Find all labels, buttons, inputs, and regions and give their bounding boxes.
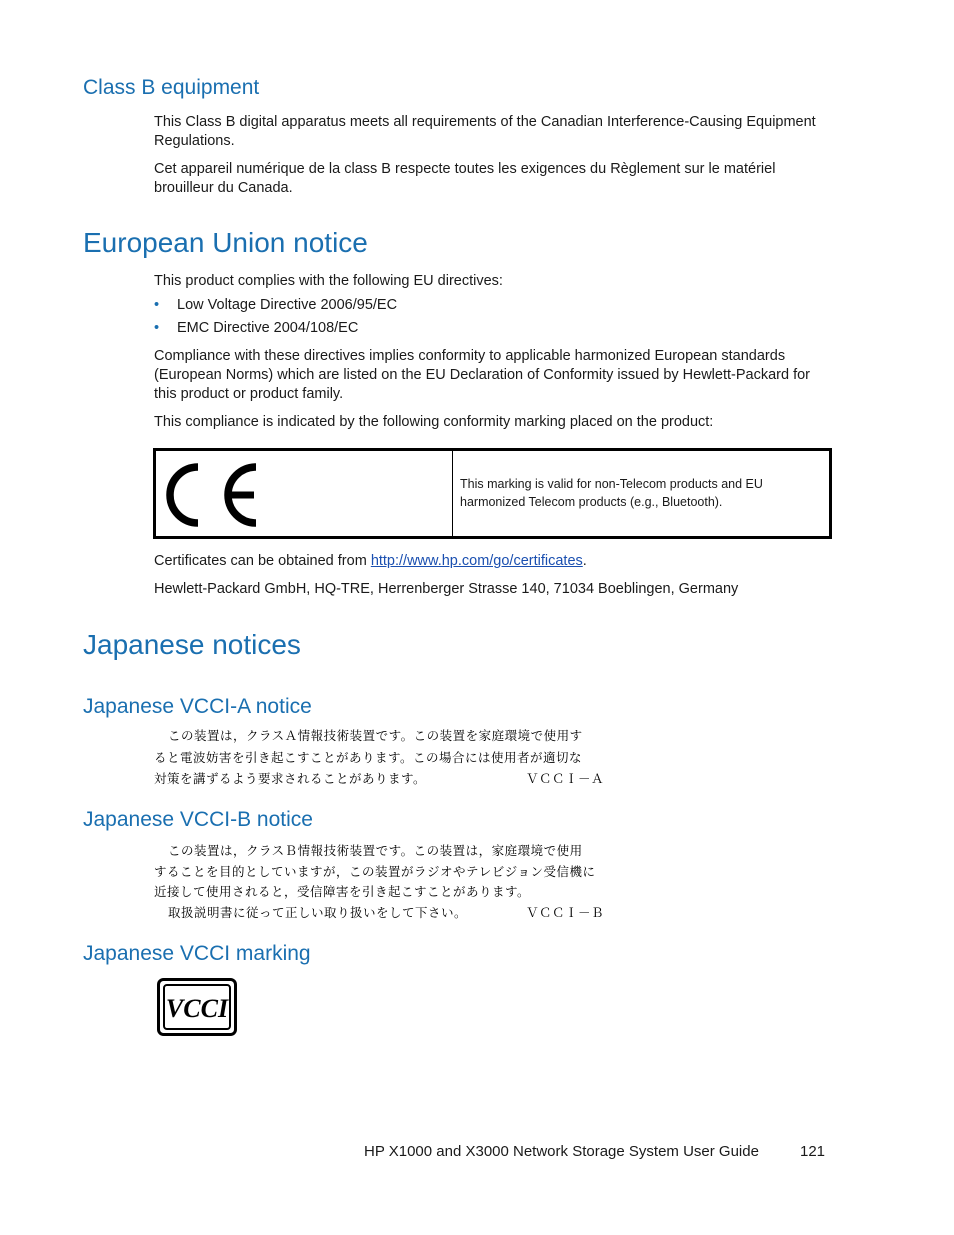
certificates-suffix: . [582, 553, 587, 569]
certificates-prefix: Certificates can be obtained from [154, 553, 371, 569]
ce-marking-table [153, 448, 832, 539]
vcci-a-line: この装置は，クラスＡ情報技術装置です。この装置を家庭環境で使用す [168, 729, 583, 743]
class-b-heading: Class B equipment [83, 76, 260, 99]
vcci-b-line: 近接して使用されると，受信障害を引き起こすことがあります。 [154, 885, 531, 899]
eu-directive-item [154, 296, 397, 315]
eu-directive-item [154, 319, 358, 338]
vcci-b-code: ＶＣＣＩ－Ｂ [526, 906, 605, 920]
vcci-b-line: この装置は，クラスＢ情報技術装置です。この装置は，家庭環境で使用 [168, 844, 583, 858]
vcci-a-line: 対策を講ずるよう要求されることがあります。 [154, 772, 427, 786]
vcci-a-line: ると電波妨害を引き起こすことがあります。この場合には使用者が適切な [154, 751, 583, 765]
eu-directive-label: EMC Directive 2004/108/EC [177, 320, 359, 336]
bullet-icon: • [154, 320, 160, 336]
class-b-paragraph-fr: Cet appareil numérique de la class B respecte toutes les exigences du Règlement sur le matériel brouilleur du Canada. [154, 161, 776, 196]
class-b-paragraph-en: This Class B digital apparatus meets all requirements of the Canadian Interference-Causing Equipment Regulations. [154, 114, 816, 149]
footer-title: HP X1000 and X3000 Network Storage System User Guide [364, 1143, 759, 1160]
vcci-b-line: 取扱説明書に従って正しい取り扱いをして下さい。 [168, 906, 468, 920]
eu-directive-label: Low Voltage Directive 2006/95/EC [177, 297, 398, 313]
vcci-a-code: ＶＣＣＩ－Ａ [526, 772, 605, 786]
ce-marking-note: This marking is valid for non-Telecom products and EU harmonized Telecom products (e.g., Bluetooth). [460, 477, 763, 509]
vcci-marking-heading: Japanese VCCI marking [83, 942, 311, 965]
page-number: 121 [800, 1143, 826, 1160]
vcci-logo-text: VCCI [165, 994, 229, 1023]
eu-intro: This product complies with the following EU directives: [154, 273, 503, 289]
ce-logo-cell [156, 451, 453, 536]
ce-mark-icon [164, 459, 264, 531]
eu-compliance-paragraph: Compliance with these directives implies conformity to applicable harmonized European standards (European Norms) which are listed on the EU Declaration of Conformity issued by Hewlett-Packard for this product or product family. [154, 348, 810, 402]
vcci-b-heading: Japanese VCCI-B notice [83, 808, 313, 831]
vcci-b-line: することを目的としていますが，この装置がラジオやテレビジョン受信機に [154, 865, 596, 879]
vcci-a-heading: Japanese VCCI-A notice [83, 695, 312, 718]
hp-address: Hewlett-Packard GmbH, HQ-TRE, Herrenberger Strasse 140, 71034 Boeblingen, Germany [154, 581, 739, 597]
certificates-line [154, 552, 834, 571]
japanese-notices-heading: Japanese notices [83, 629, 301, 660]
eu-indicated-paragraph: This compliance is indicated by the following conformity marking placed on the product: [154, 414, 714, 430]
eu-heading: European Union notice [83, 227, 368, 258]
certificates-link[interactable]: http://www.hp.com/go/certificates [370, 553, 583, 569]
bullet-icon: • [154, 297, 160, 313]
vcci-mark-icon [157, 978, 237, 1036]
